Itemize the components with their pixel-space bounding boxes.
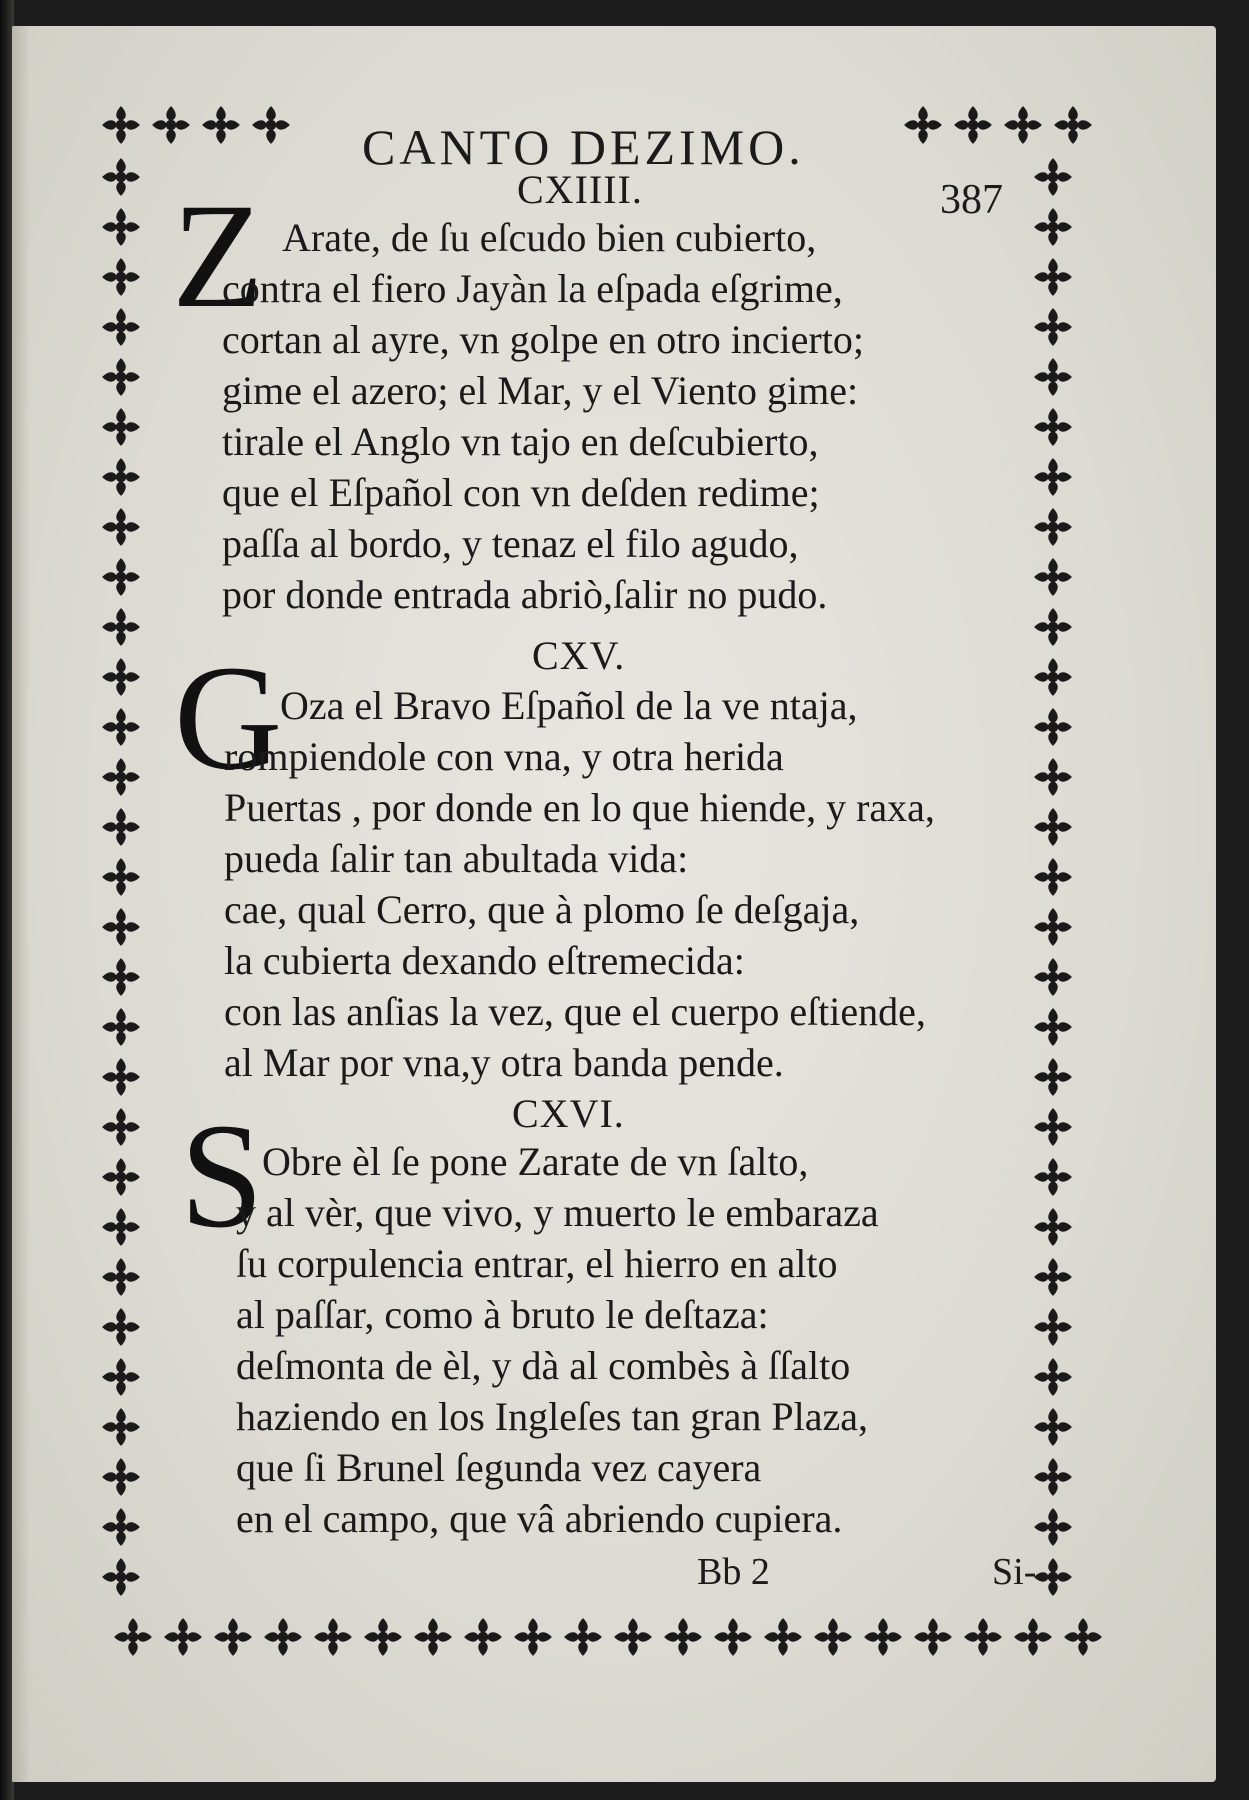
fleuron-ornament-icon xyxy=(812,1616,854,1658)
fleuron-ornament-icon xyxy=(100,706,142,748)
verse-line: gime el azero; el Mar, y el Viento gime: xyxy=(222,368,859,413)
stanza-number: CXVI. xyxy=(512,1091,625,1136)
fleuron-ornament-icon xyxy=(712,1616,754,1658)
stanza-number: CXIIII. xyxy=(517,167,643,212)
fleuron-ornament-icon xyxy=(100,756,142,798)
fleuron-ornament-icon xyxy=(1032,1556,1074,1598)
fleuron-ornament-icon xyxy=(1032,1256,1074,1298)
fleuron-ornament-icon xyxy=(100,1056,142,1098)
fleuron-ornament-icon xyxy=(1032,856,1074,898)
fleuron-ornament-icon xyxy=(362,1616,404,1658)
fleuron-ornament-icon xyxy=(100,1156,142,1198)
canto-title: CANTO DEZIMO. xyxy=(362,119,805,175)
verse-line: que el Eſpañol con vn deſden redime; xyxy=(222,470,820,515)
fleuron-ornament-icon xyxy=(100,406,142,448)
fleuron-ornament-icon xyxy=(100,1206,142,1248)
drop-cap: G xyxy=(174,635,283,801)
fleuron-ornament-icon xyxy=(762,1616,804,1658)
fleuron-ornament-icon xyxy=(902,104,944,146)
fleuron-ornament-icon xyxy=(1032,1506,1074,1548)
fleuron-ornament-icon xyxy=(100,556,142,598)
drop-cap: Z xyxy=(172,173,264,339)
page-edge-shadow xyxy=(12,26,30,1782)
verse-line: al paſſar, como à bruto le deſtaza: xyxy=(236,1292,769,1337)
verse-line: haziendo en los Ingleſes tan gran Plaza, xyxy=(236,1394,868,1439)
fleuron-ornament-icon xyxy=(612,1616,654,1658)
verse-line: cae, qual Cerro, que à plomo ſe deſgaja, xyxy=(224,887,860,932)
stanza-verse xyxy=(222,263,864,620)
fleuron-ornament-icon xyxy=(1012,1616,1054,1658)
fleuron-ornament-icon xyxy=(212,1616,254,1658)
fleuron-ornament-icon xyxy=(1062,1616,1104,1658)
fleuron-ornament-icon xyxy=(1032,356,1074,398)
verse-line: Obre èl ſe pone Zarate de vn ſalto, xyxy=(262,1139,809,1184)
fleuron-ornament-icon xyxy=(1032,706,1074,748)
fleuron-ornament-icon xyxy=(100,906,142,948)
verse-line: paſſa al bordo, y tenaz el filo agudo, xyxy=(222,521,799,566)
fleuron-ornament-icon xyxy=(1032,1456,1074,1498)
verse-line: al Mar por vna,y otra banda pende. xyxy=(224,1040,784,1085)
stanza-verse xyxy=(224,731,935,1088)
fleuron-ornament-icon xyxy=(100,1306,142,1348)
fleuron-ornament-icon xyxy=(100,606,142,648)
fleuron-ornament-icon xyxy=(1002,104,1044,146)
fleuron-ornament-icon xyxy=(512,1616,554,1658)
fleuron-ornament-icon xyxy=(1032,606,1074,648)
drop-cap: S xyxy=(180,1093,264,1259)
fleuron-ornament-icon xyxy=(1032,506,1074,548)
verse-line: en el campo, que vâ abriendo cupiera. xyxy=(236,1496,843,1541)
fleuron-ornament-icon xyxy=(1032,756,1074,798)
fleuron-ornament-icon xyxy=(100,456,142,498)
fleuron-ornament-icon xyxy=(100,256,142,298)
fleuron-ornament-icon xyxy=(562,1616,604,1658)
fleuron-ornament-icon xyxy=(100,356,142,398)
verse-line: ſu corpulencia entrar, el hierro en alto xyxy=(236,1241,838,1286)
verse-line: Puertas , por donde en lo que hiende, y raxa, xyxy=(224,785,935,830)
verse-line: pueda ſalir tan abultada vida: xyxy=(224,836,689,881)
fleuron-ornament-icon xyxy=(100,806,142,848)
fleuron-ornament-icon xyxy=(100,104,142,146)
fleuron-ornament-icon xyxy=(1032,1056,1074,1098)
stanza-verse xyxy=(262,1136,808,1187)
verse-line: la cubierta dexando eſtremecida: xyxy=(224,938,745,983)
fleuron-ornament-icon xyxy=(1032,556,1074,598)
verse-line: por donde entrada abriò,ſalir no pudo. xyxy=(222,572,828,617)
fleuron-ornament-icon xyxy=(250,104,292,146)
fleuron-ornament-icon xyxy=(1032,1106,1074,1148)
fleuron-ornament-icon xyxy=(412,1616,454,1658)
fleuron-ornament-icon xyxy=(1032,1406,1074,1448)
fleuron-ornament-icon xyxy=(100,506,142,548)
fleuron-ornament-icon xyxy=(862,1616,904,1658)
fleuron-ornament-icon xyxy=(150,104,192,146)
fleuron-ornament-icon xyxy=(1032,1356,1074,1398)
fleuron-ornament-icon xyxy=(912,1616,954,1658)
fleuron-ornament-icon xyxy=(100,306,142,348)
right-ornament-column xyxy=(1032,156,1074,1598)
fleuron-ornament-icon xyxy=(262,1616,304,1658)
fleuron-ornament-icon xyxy=(100,1006,142,1048)
stanza-verse xyxy=(236,1187,879,1544)
fleuron-ornament-icon xyxy=(952,104,994,146)
verse-line: rompiendole con vna, y otra herida xyxy=(224,734,784,779)
book-page xyxy=(12,26,1216,1782)
fleuron-ornament-icon xyxy=(100,956,142,998)
verse-line: con las anſias la vez, que el cuerpo eſtiende, xyxy=(224,989,926,1034)
fleuron-ornament-icon xyxy=(100,1356,142,1398)
verse-line: tirale el Anglo vn tajo en deſcubierto, xyxy=(222,419,819,464)
fleuron-ornament-icon xyxy=(662,1616,704,1658)
fleuron-ornament-icon xyxy=(1032,1156,1074,1198)
fleuron-ornament-icon xyxy=(1032,306,1074,348)
stanza-verse xyxy=(280,680,858,731)
fleuron-ornament-icon xyxy=(1032,256,1074,298)
catchword: Si- xyxy=(992,1551,1037,1593)
verse-line: y al vèr, que vivo, y muerto le embaraza xyxy=(236,1190,879,1235)
fleuron-ornament-icon xyxy=(1032,956,1074,998)
fleuron-ornament-icon xyxy=(1032,906,1074,948)
verse-line: que ſi Brunel ſegunda vez cayera xyxy=(236,1445,762,1490)
fleuron-ornament-icon xyxy=(100,1456,142,1498)
fleuron-ornament-icon xyxy=(100,1556,142,1598)
fleuron-ornament-icon xyxy=(100,1106,142,1148)
stanza-verse xyxy=(282,212,816,263)
stanza-number: CXV. xyxy=(532,633,626,678)
fleuron-ornament-icon xyxy=(1032,806,1074,848)
page-number: 387 xyxy=(940,177,1003,223)
fleuron-ornament-icon xyxy=(162,1616,204,1658)
fleuron-ornament-icon xyxy=(100,1256,142,1298)
fleuron-ornament-icon xyxy=(1032,1306,1074,1348)
fleuron-ornament-icon xyxy=(1052,104,1094,146)
verse-line: contra el fiero Jayàn la eſpada eſgrime, xyxy=(222,266,843,311)
fleuron-ornament-icon xyxy=(962,1616,1004,1658)
fleuron-ornament-icon xyxy=(1032,406,1074,448)
fleuron-ornament-icon xyxy=(1032,1206,1074,1248)
left-ornament-column xyxy=(100,156,142,1598)
signature-mark: Bb 2 xyxy=(697,1551,770,1593)
fleuron-ornament-icon xyxy=(200,104,242,146)
fleuron-ornament-icon xyxy=(1032,656,1074,698)
fleuron-ornament-icon xyxy=(100,856,142,898)
fleuron-ornament-icon xyxy=(312,1616,354,1658)
fleuron-ornament-icon xyxy=(100,1406,142,1448)
fleuron-ornament-icon xyxy=(100,206,142,248)
fleuron-ornament-icon xyxy=(1032,1006,1074,1048)
fleuron-ornament-icon xyxy=(100,1506,142,1548)
bottom-ornament-row xyxy=(112,1616,1104,1658)
verse-line: cortan al ayre, vn golpe en otro incierto; xyxy=(222,317,864,362)
fleuron-ornament-icon xyxy=(1032,206,1074,248)
fleuron-ornament-icon xyxy=(100,156,142,198)
verse-line: Arate, de ſu eſcudo bien cubierto, xyxy=(282,215,817,260)
fleuron-ornament-icon xyxy=(462,1616,504,1658)
fleuron-ornament-icon xyxy=(112,1616,154,1658)
fleuron-ornament-icon xyxy=(1032,156,1074,198)
verse-line: Oza el Bravo Eſpañol de la ve ntaja, xyxy=(280,683,858,728)
fleuron-ornament-icon xyxy=(100,656,142,698)
top-left-ornament-row xyxy=(100,104,292,146)
fleuron-ornament-icon xyxy=(1032,456,1074,498)
verse-line: deſmonta de èl, y dà al combès à ſſalto xyxy=(236,1343,851,1388)
top-right-ornament-row xyxy=(902,104,1094,146)
